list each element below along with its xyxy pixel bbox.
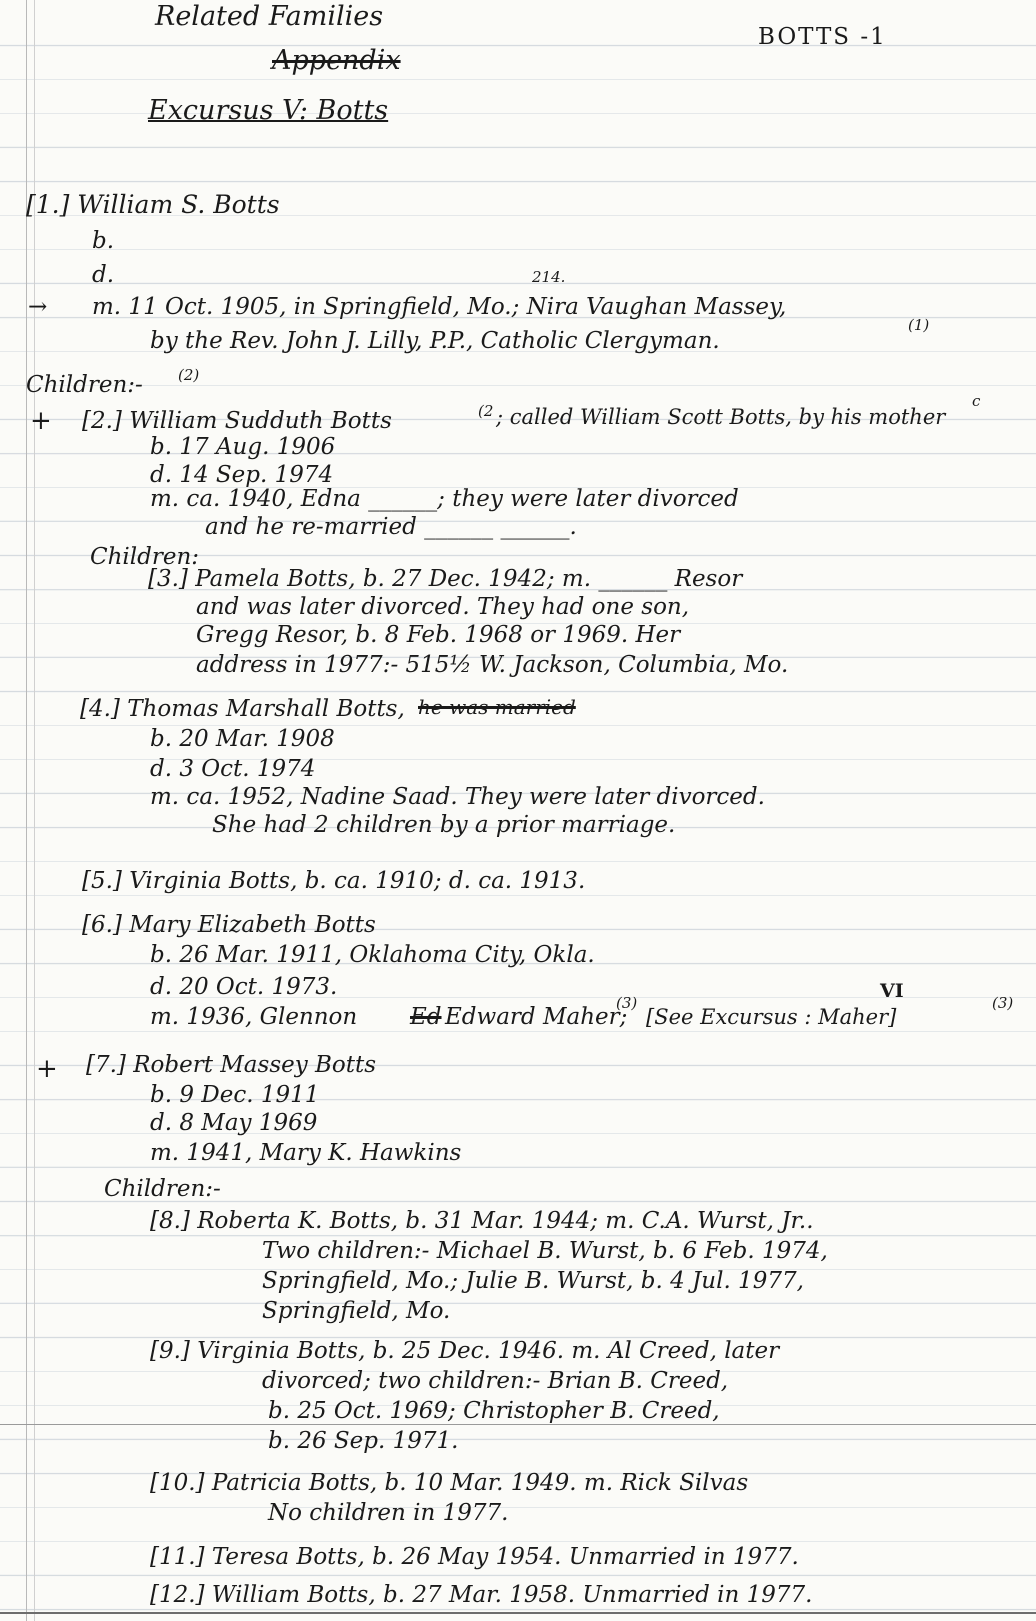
person-6-see-number: VI xyxy=(880,980,904,1002)
children-label-2: Children: xyxy=(90,544,200,570)
person-6-footnote-mark: (3) xyxy=(616,994,638,1012)
person-12-line: [12.] William Botts, b. 27 Mar. 1958. Unmarried in 1977. xyxy=(150,1582,813,1608)
header-title-line2-struck: Appendix xyxy=(272,45,401,76)
person-6-see-reference: [See Excursus : Maher] xyxy=(646,1005,897,1029)
person-2-called: ; called William Scott Botts, by his mother xyxy=(496,405,946,429)
person-6-married-after: Edward Maher; xyxy=(445,1004,628,1030)
person-7-married: m. 1941, Mary K. Hawkins xyxy=(150,1140,462,1166)
person-2-footnote-c: c xyxy=(972,392,981,410)
person-6-died: d. 20 Oct. 1973. xyxy=(150,974,338,1000)
children-label-3: Children:- xyxy=(104,1176,221,1202)
left-margin-line-inner xyxy=(34,0,35,1621)
person-6-name: [6.] Mary Elizabeth Botts xyxy=(82,912,376,938)
person-7-name: [7.] Robert Massey Botts xyxy=(86,1052,377,1078)
person-4-born: b. 20 Mar. 1908 xyxy=(150,726,335,752)
arrow-mark: → xyxy=(28,294,48,320)
person-1-name: [1.] William S. Botts xyxy=(26,190,280,219)
page-bottom-edge xyxy=(0,1612,1036,1614)
page-label: BOTTS -1 xyxy=(758,24,887,50)
person-3-line4: address in 1977:- 515½ W. Jackson, Columbia, Mo. xyxy=(196,652,789,678)
person-8-line3: Springfield, Mo.; Julie B. Wurst, b. 4 Jul. 1977, xyxy=(262,1268,804,1294)
page-fold-line xyxy=(0,1424,1036,1425)
person-9-line3: b. 25 Oct. 1969; Christopher B. Creed, xyxy=(268,1398,720,1424)
person-2-died: d. 14 Sep. 1974 xyxy=(150,462,334,488)
person-3-line3: Gregg Resor, b. 8 Feb. 1968 or 1969. Her xyxy=(196,622,681,648)
person-9-line2: divorced; two children:- Brian B. Creed, xyxy=(262,1368,729,1394)
plus-mark-person-7: + xyxy=(36,1054,58,1084)
person-8-line1: [8.] Roberta K. Botts, b. 31 Mar. 1944; m. C.A. Wurst, Jr.. xyxy=(150,1208,814,1234)
person-9-line4: b. 26 Sep. 1971. xyxy=(268,1428,459,1454)
person-1-married-cont: by the Rev. John J. Lilly, P.P., Catholic Clergyman. xyxy=(150,328,720,354)
person-6-born: b. 26 Mar. 1911, Oklahoma City, Okla. xyxy=(150,942,595,968)
plus-mark-person-2: + xyxy=(30,406,52,436)
person-4-married: m. ca. 1952, Nadine Saad. They were later divorced. xyxy=(150,784,765,810)
person-1-died: d. xyxy=(92,262,115,288)
person-2-name: [2.] William Sudduth Botts xyxy=(82,408,392,434)
person-3-line2: and was later divorced. They had one son, xyxy=(196,594,690,620)
person-4-married-cont: She had 2 children by a prior marriage. xyxy=(212,812,676,838)
person-6-footnote-3: (3) xyxy=(992,994,1014,1012)
person-4-died: d. 3 Oct. 1974 xyxy=(150,756,316,782)
person-4-struck-text: he was married xyxy=(418,695,576,719)
person-1-note-214: 214. xyxy=(532,268,566,286)
person-5-line: [5.] Virginia Botts, b. ca. 1910; d. ca. 1913. xyxy=(82,868,586,894)
person-2-born: b. 17 Aug. 1906 xyxy=(150,434,336,460)
person-11-line: [11.] Teresa Botts, b. 26 May 1954. Unmarried in 1977. xyxy=(150,1544,799,1570)
person-6-married-struck: Ed xyxy=(410,1004,442,1030)
person-1-married: m. 11 Oct. 1905, in Springfield, Mo.; Nira Vaughan Massey, xyxy=(92,294,787,320)
person-7-born: b. 9 Dec. 1911 xyxy=(150,1082,320,1108)
person-10-line1: [10.] Patricia Botts, b. 10 Mar. 1949. m. Rick Silvas xyxy=(150,1470,749,1496)
header-title-line3: Excursus V: Botts xyxy=(148,95,389,126)
person-8-line2: Two children:- Michael B. Wurst, b. 6 Feb. 1974, xyxy=(262,1238,828,1264)
person-1-footnote: (1) xyxy=(908,316,930,334)
header-title-line1: Related Families xyxy=(155,1,384,32)
children-label-1: Children:- xyxy=(26,372,143,398)
person-6-married: m. 1936, Glennon xyxy=(150,1004,358,1030)
person-7-died: d. 8 May 1969 xyxy=(150,1110,318,1136)
person-10-line2: No children in 1977. xyxy=(268,1500,509,1526)
person-4-name: [4.] Thomas Marshall Botts, xyxy=(80,696,405,722)
person-2-married-cont: and he re-married ______ ______. xyxy=(205,514,577,540)
person-9-line1: [9.] Virginia Botts, b. 25 Dec. 1946. m. Al Creed, later xyxy=(150,1338,780,1364)
person-1-born: b. xyxy=(92,228,115,254)
person-2-footnote: (2 xyxy=(478,402,494,420)
person-2-married: m. ca. 1940, Edna ______; they were later divorced xyxy=(150,486,739,512)
children-footnote-1: (2) xyxy=(178,366,200,384)
left-margin-line xyxy=(26,0,27,1621)
person-8-line4: Springfield, Mo. xyxy=(262,1298,451,1324)
person-3-line1: [3.] Pamela Botts, b. 27 Dec. 1942; m. ______ Resor xyxy=(148,566,743,592)
